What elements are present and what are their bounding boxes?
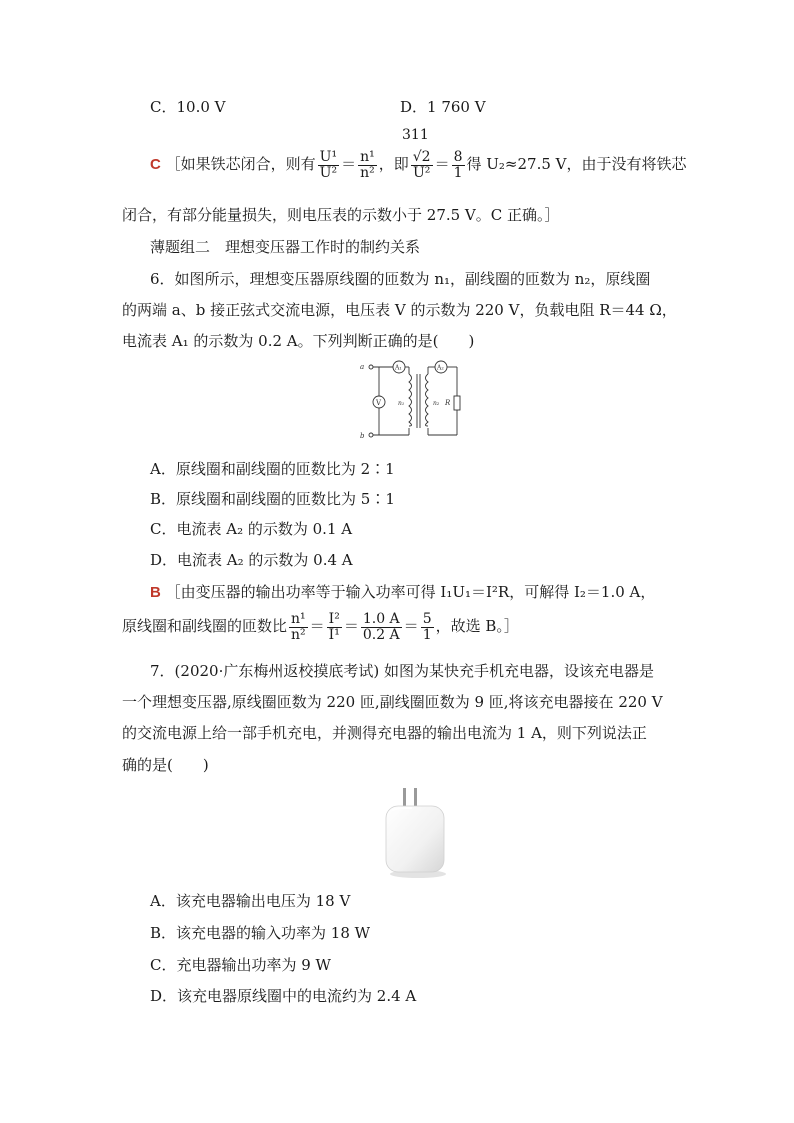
resistor-label: R xyxy=(445,399,451,407)
n1-label: n₁ xyxy=(398,400,405,407)
fraction: $\frac{\text{I²}}{\text{I¹}}$ xyxy=(328,611,340,643)
fraction: $\frac{1.0 A}{0.2 A}$ xyxy=(362,611,400,643)
q5-explanation-line2: 闭合，有部分能量损失，则电压表的示数小于 27.5 V。C 正确。］ xyxy=(122,206,560,224)
fraction: $\frac{\text{U¹}}{\text{U²}}$ xyxy=(319,149,338,181)
fraction: $\frac{5}{1}$ xyxy=(422,611,432,643)
q6-option-a: A．原线圈和副线圈的匝数比为 2∶1 xyxy=(150,460,395,478)
q6-explanation-line2: 原线圈和副线圈的匝数比 $\frac{\text{n¹}}{\text{n²}}$ ＝ $\frac{\text{I²}}{\text{I¹}}$ ＝ $\frac{1.0 A}{0.2 A}$ ＝ $\frac{5}{1}$ ，故选 B。］ xyxy=(122,611,519,643)
transformer-circuit-diagram xyxy=(355,356,470,448)
q6-option-b: B．原线圈和副线圈的匝数比为 5∶1 xyxy=(150,490,395,508)
q7-stem-line2: 一个理想变压器,原线圈匝数为 220 匝,副线圈匝数为 9 匝,将该充电器接在 220 V xyxy=(122,693,663,711)
q5-explanation-line1: C ［如果铁芯闭合，则有 $\frac{\text{U¹}}{\text{U²}}$ ＝ $\frac{\text{n¹}}{\text{n²}}$ ，即 $\frac{√2}{\text{U²}}$ ＝ $\frac{8}{1}$ 得 U₂≈27.5 V，由于没有将铁芯 xyxy=(150,149,687,181)
answer-letter: C xyxy=(150,156,161,174)
q6-stem-line2: 的两端 a、b 接正弦式交流电源，电压表 V 的示数为 220 V，负载电阻 R＝44 Ω， xyxy=(122,301,677,319)
terminal-b-label: b xyxy=(360,432,365,440)
q7-stem-line4: 确的是( ) xyxy=(122,756,209,774)
ammeter-a1-label: A₁ xyxy=(395,364,402,372)
explanation-text: ［由变压器的输出功率等于输入功率可得 I₁U₁＝I²R，可解得 I₂＝1.0 A， xyxy=(165,583,656,601)
option-c: C．10.0 V xyxy=(150,98,226,116)
explanation-text: ［如果铁芯闭合，则有 xyxy=(165,155,316,174)
q6-stem-line3: 电流表 A₁ 的示数为 0.2 A。下列判断正确的是( ) xyxy=(122,332,475,350)
charger-image xyxy=(378,780,454,880)
q6-stem-line1: 6．如图所示，理想变压器原线圈的匝数为 n₁，副线圈的匝数为 n₂，原线圈 xyxy=(150,270,651,288)
voltmeter-label: V xyxy=(376,399,382,407)
q7-option-a: A．该充电器输出电压为 18 V xyxy=(150,892,351,910)
q6-option-d: D．电流表 A₂ 的示数为 0.4 A xyxy=(150,551,353,569)
q7-option-c: C．充电器输出功率为 9 W xyxy=(150,956,331,974)
q6-explanation-line1 xyxy=(150,581,655,602)
fraction: $\frac{\text{n¹}}{\text{n²}}$ xyxy=(291,611,306,643)
ammeter-a2-label: A₂ xyxy=(437,364,444,372)
fraction: $\frac{√2}{\text{U²}}$ xyxy=(412,149,431,181)
n2-label: n₂ xyxy=(433,400,440,407)
q7-stem-line3: 的交流电源上给一部手机充电，并测得充电器的输出电流为 1 A，则下列说法正 xyxy=(122,724,647,742)
section-heading: 薄题组二 理想变压器工作时的制约关系 xyxy=(150,238,421,256)
q6-option-c: C．电流表 A₂ 的示数为 0.1 A xyxy=(150,520,353,538)
q7-option-b: B．该充电器的输入功率为 18 W xyxy=(150,924,371,942)
formula-311: 311 xyxy=(402,127,429,143)
q7-stem-line1: 7．(2020·广东梅州返校摸底考试) 如图为某快充手机充电器，设该充电器是 xyxy=(150,662,654,680)
terminal-a-label: a xyxy=(360,363,365,371)
fraction: $\frac{\text{n¹}}{\text{n²}}$ xyxy=(360,149,375,181)
answer-letter: B xyxy=(150,584,161,601)
q7-option-d: D．该充电器原线圈中的电流约为 2.4 A xyxy=(150,987,417,1005)
option-d: D．1 760 V xyxy=(400,98,486,116)
fraction: $\frac{8}{1}$ xyxy=(453,149,463,181)
